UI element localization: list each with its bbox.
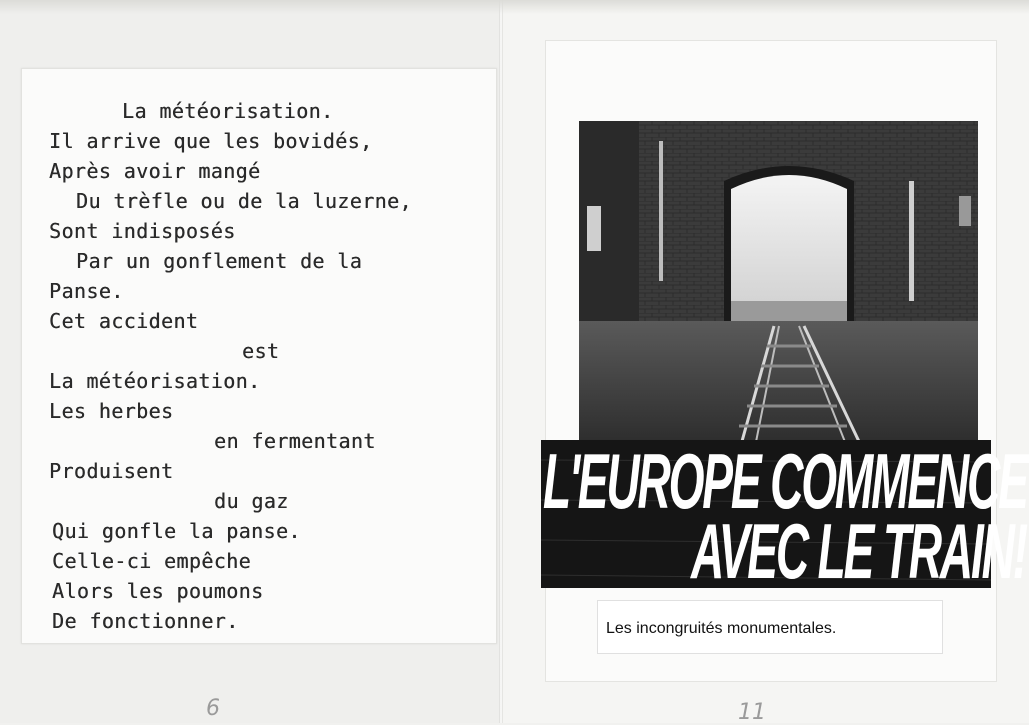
top-edge-shadow: [0, 0, 1029, 14]
poem-title: La météorisation.: [122, 99, 334, 123]
left-page-number: 6: [206, 696, 220, 721]
poem-line: Par un gonflement de la: [76, 249, 363, 273]
caption-box: [597, 600, 943, 654]
poem-line: Il arrive que les bovidés,: [49, 129, 373, 153]
poem-line: Panse.: [49, 279, 124, 303]
railway-arch-photo: [579, 121, 978, 452]
poem-line: Celle-ci empêche: [52, 549, 252, 573]
slogan-line-2: AVEC LE TRAIN!: [691, 507, 1026, 596]
poem-line: en fermentant: [214, 429, 376, 453]
poem-line: du gaz: [214, 489, 289, 513]
poem-line: Alors les poumons: [52, 579, 264, 603]
poem-line: De fonctionner.: [52, 609, 239, 633]
page-fold: [499, 0, 503, 723]
poem-line: Du trèfle ou de la luzerne,: [76, 189, 412, 213]
poem-line: Cet accident: [49, 309, 199, 333]
poem-sheet: [21, 68, 497, 644]
poem-line: est: [242, 339, 280, 363]
poem-line: La météorisation.: [49, 369, 261, 393]
poem-line: Après avoir mangé: [49, 159, 261, 183]
poem-line: Produisent: [49, 459, 174, 483]
poem-line: Les herbes: [49, 399, 174, 423]
poem-line: Sont indisposés: [49, 219, 236, 243]
right-page-number: 11: [738, 700, 766, 725]
poem-line: Qui gonfle la panse.: [52, 519, 301, 543]
poster-caption: Les incongruités monumentales.: [606, 620, 837, 637]
slogan-line-1: L'EUROPE COMMENCE: [543, 437, 1027, 526]
slogan-band: [541, 437, 1027, 596]
